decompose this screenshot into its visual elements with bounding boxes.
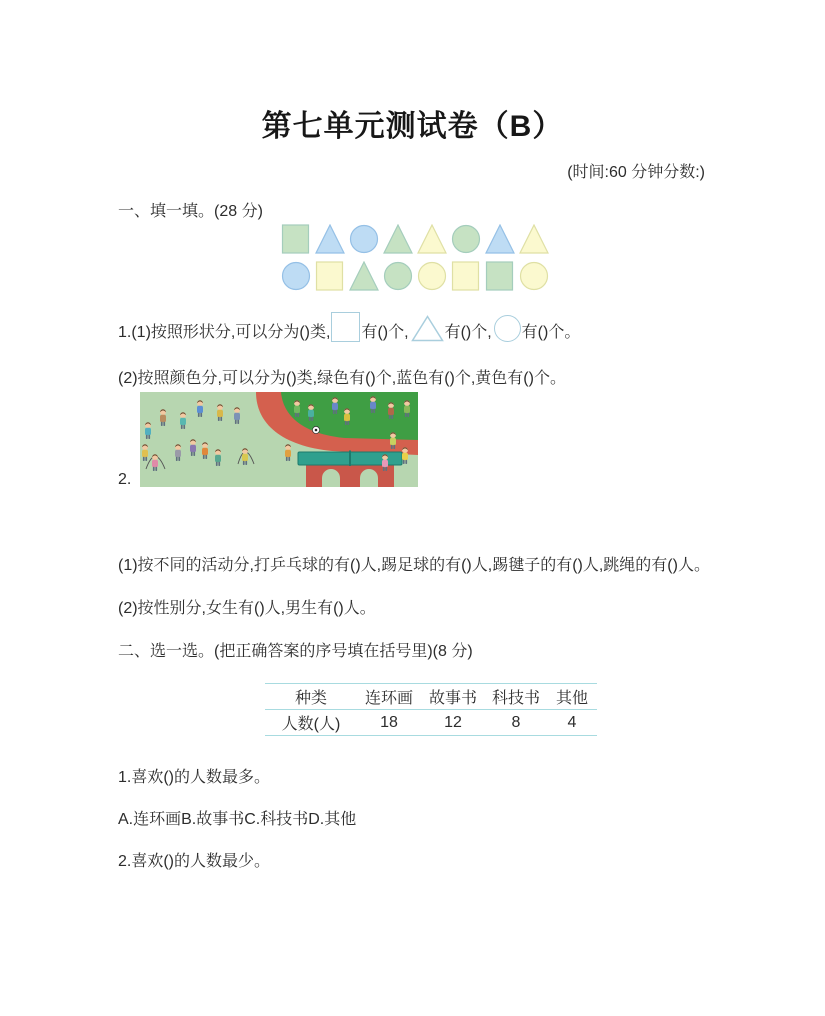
value-story: 12 (444, 713, 462, 731)
choice-question-2: 2.喜欢()的人数最少。 (118, 853, 271, 870)
yellow-triangle (519, 224, 549, 254)
q1-1-triangle-blank: 有()个, (444, 324, 492, 341)
yellow-square (315, 261, 345, 291)
square-outline-icon (331, 312, 360, 342)
section2-heading: 二、选一选。(把正确答案的序号填在括号里)(8 分) (118, 643, 473, 660)
yellow-square (451, 261, 481, 291)
page-title: 第七单元测试卷（B） (261, 110, 564, 143)
question-2-2: (2)按性别分,女生有()人,男生有()人。 (118, 600, 376, 617)
q1-1-square-blank: 有()个, (361, 324, 409, 341)
shapes-grid (281, 224, 549, 298)
header-type: 种类 (294, 690, 327, 707)
q1-1-circle-blank: 有()个。 (521, 324, 581, 341)
section1-heading: 一、填一填。(28 分) (118, 203, 263, 220)
book-preference-table (265, 683, 597, 736)
blue-circle (281, 261, 311, 291)
table-header-row (265, 684, 597, 710)
green-square (485, 261, 515, 291)
time-score-line: (时间:60 分钟分数:) (567, 164, 705, 181)
triangle-outline-icon (411, 315, 444, 342)
green-triangle (383, 224, 413, 254)
blue-circle (349, 224, 379, 254)
header-science: 科技书 (491, 690, 540, 707)
yellow-circle (417, 261, 447, 291)
table-data-row (265, 710, 597, 736)
green-circle (383, 261, 413, 291)
question-2-1: (1)按不同的活动分,打乒乓球的有()人,踢足球的有()人,踢毽子的有()人,跳绳的有()人。 (118, 557, 710, 574)
choice-options: A.连环画B.故事书C.科技书D.其他 (118, 811, 357, 828)
yellow-triangle (417, 224, 447, 254)
green-square (281, 224, 311, 254)
question-1-1 (118, 308, 580, 342)
question-1-2: (2)按照颜色分,可以分为()类,绿色有()个,蓝色有()个,黄色有()个。 (118, 370, 566, 387)
value-comics: 18 (380, 713, 398, 731)
green-triangle (349, 261, 379, 291)
yellow-circle (519, 261, 549, 291)
question-2-label: 2. (118, 471, 132, 488)
value-science: 8 (511, 713, 521, 731)
playground-illustration (140, 392, 418, 487)
choice-question-1: 1.喜欢()的人数最多。 (118, 769, 271, 786)
blue-triangle (315, 224, 345, 254)
shapes-row-1 (281, 224, 549, 254)
pingpong-net (349, 451, 351, 467)
shapes-row-2 (281, 261, 549, 291)
q1-1-prefix: 1.(1)按照形状分,可以分为()类, (118, 324, 331, 341)
header-comics: 连环画 (364, 690, 413, 707)
header-other: 其他 (555, 690, 588, 707)
circle-outline-icon (494, 315, 521, 342)
value-other: 4 (567, 713, 577, 731)
header-story: 故事书 (428, 690, 477, 707)
blue-triangle (485, 224, 515, 254)
table-base (306, 465, 394, 487)
row-label: 人数(人) (281, 716, 341, 733)
green-circle (451, 224, 481, 254)
